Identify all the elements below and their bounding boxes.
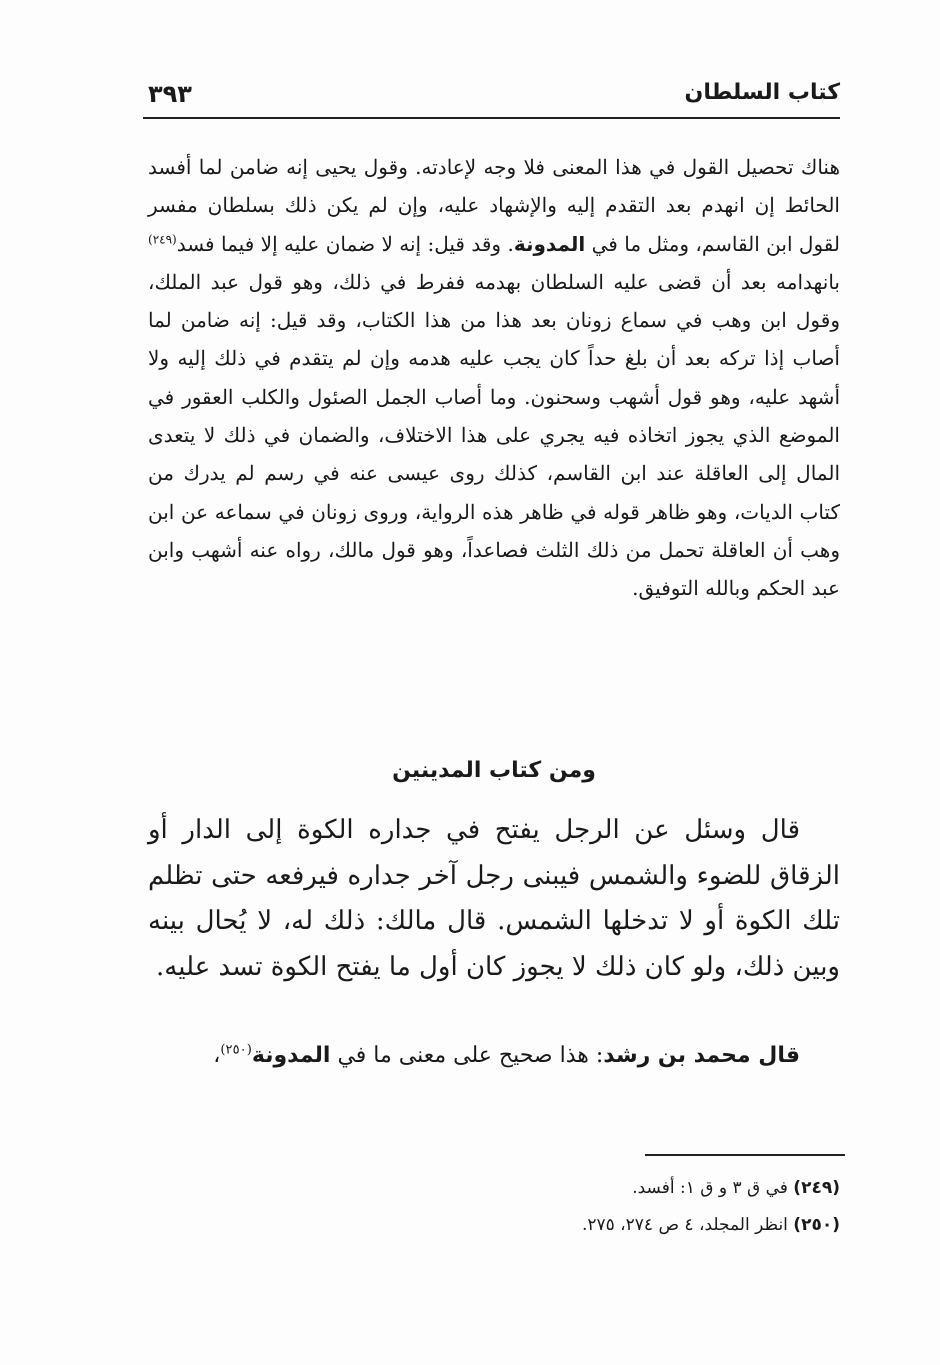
footnote-marker-249: (٢٤٩)	[148, 231, 177, 246]
mudawwana-reference: المدونة	[513, 231, 586, 256]
footnote-250	[148, 1207, 840, 1244]
question-paragraph	[148, 808, 840, 990]
body-text: . وقد قيل: إنه لا ضمان عليه إلا فيما فسد	[176, 231, 514, 256]
mudawwana-reference: المدونة	[251, 1043, 331, 1068]
footnote-text: في ق ٣ و ق ١: أفسد.	[632, 1178, 794, 1198]
section-heading: ومن كتاب المدينين	[392, 758, 596, 783]
body-text: هناك تحصيل القول في هذا المعنى فلا وجه لإعادته. وقول يحيى إنه ضامن لما أفسد الحائط إن انهدم بعد التقدم إليه والإشهاد عليه، وإن لم يكن ذلك بسلطان مفسر لقول ابن القاسم، ومثل ما في	[148, 155, 840, 256]
footnote-rule	[645, 1154, 845, 1156]
page-number: ٣٩٣	[148, 80, 192, 108]
commentary-text: ،	[213, 1043, 221, 1068]
body-text: بانهدامه بعد أن قضى عليه السلطان بهدمه ففرط في ذلك، وهو قول عبد الملك، وقول ابن وهب في سماع زونان بعد هذا من هذا الكتاب، وقد قيل: إنه ضامن لما أصاب إذا تركه بعد أن بلغ حداً كان يجب عليه هدمه وإن لم يتقدم في ذلك إليه ولا أشهد عليه، وهو قول أشهب وسحنون. وما أصاب الجمل الصئول والكلب العقور في الموضع الذي يجوز اتخاذه فيه يجري على هذا الاختلاف، والضمان في ذلك لا يتعدى المال إلى العاقلة عند ابن القاسم، كذلك روى عيسى عنه في رسم لم يدرك من كتاب الديات، وهو ظاهر قوله في ظاهر هذه الرواية، وروى زونان في سماعه عن ابن وهب أن العاقلة تحمل من ذلك الثلث فصاعداً، وهو قول مالك، رواه عنه أشهب وابن عبد الحكم وبالله التوفيق.	[148, 269, 840, 601]
body-paragraph	[148, 148, 840, 608]
footnotes	[148, 1170, 840, 1244]
footnote-text: انظر المجلد، ٤ ص ٢٧٤، ٢٧٥.	[581, 1215, 794, 1235]
main-text	[148, 148, 840, 608]
commentary-paragraph	[148, 1036, 840, 1076]
commentary-speaker: قال محمد بن رشد	[603, 1043, 800, 1068]
footnote-marker-250: (٢٥٠)	[220, 1042, 252, 1058]
running-title: كتاب السلطان	[684, 80, 840, 105]
header-rule	[143, 117, 840, 119]
footnote-number: (٢٤٩)	[793, 1178, 840, 1198]
commentary-text: : هذا صحيح على معنى ما في	[330, 1043, 604, 1068]
footnote-number: (٢٥٠)	[793, 1215, 840, 1235]
footnote-249	[148, 1170, 840, 1207]
question-text: قال وسئل عن الرجل يفتح في جداره الكوة إلى الدار أو الزقاق للضوء والشمس فيبنى رجل آخر جداره فيرفعه حتى تظلم تلك الكوة أو لا تدخلها الشمس. قال مالك: ذلك له، لا يُحال بينه وبين ذلك، ولو كان ذلك لا يجوز كان أول ما يفتح الكوة تسد عليه.	[148, 815, 840, 982]
